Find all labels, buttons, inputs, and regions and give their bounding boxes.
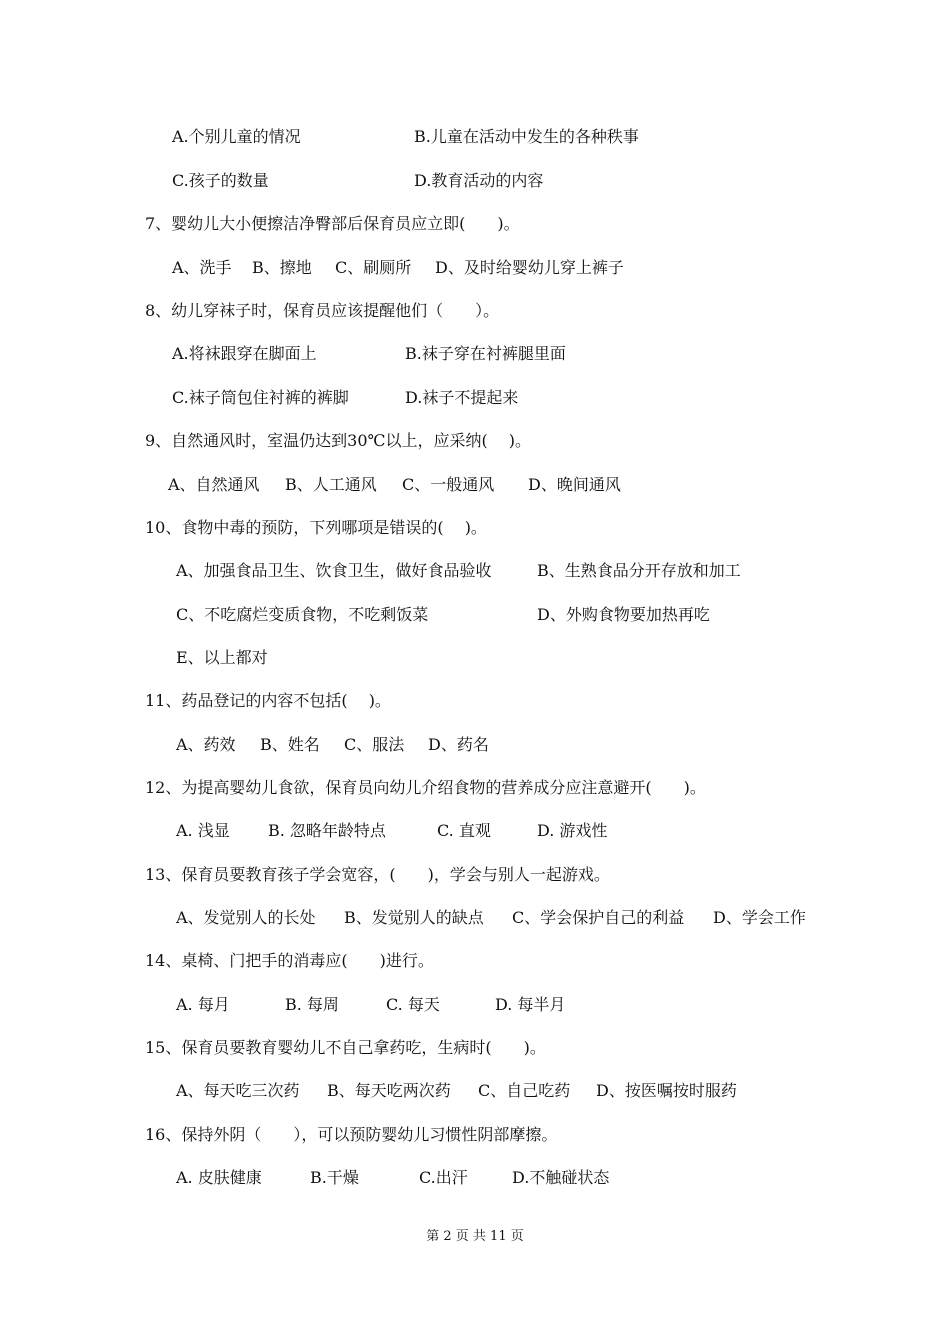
q16-option-a: A. 皮肤健康 (176, 1168, 262, 1187)
question-15: 15、保育员要教育婴幼儿不自己拿药吃，生病时( )。 (145, 1038, 546, 1057)
question-10: 10、食物中毒的预防，下列哪项是错误的( )。 (145, 518, 487, 537)
question-8: 8、幼儿穿袜子时，保育员应该提醒他们（ ）。 (145, 301, 500, 320)
q10-option-a: A、加强食品卫生、饮食卫生，做好食品验收 (176, 561, 492, 580)
q9-option-c: C、一般通风 (402, 475, 495, 494)
q7-option-d: D、及时给婴幼儿穿上裤子 (435, 258, 624, 277)
q10-option-c: C、不吃腐烂变质食物，不吃剩饭菜 (176, 605, 429, 624)
q11-option-d: D、药名 (428, 735, 489, 754)
q12-option-c: C. 直观 (437, 821, 491, 840)
q15-option-a: A、每天吃三次药 (176, 1081, 300, 1100)
q6-option-c: C.孩子的数量 (172, 171, 269, 190)
q10-option-e: E、以上都对 (176, 648, 268, 667)
page-number-footer: 第 2 页 共 11 页 (426, 1229, 524, 1244)
q12-option-b: B. 忽略年龄特点 (268, 821, 386, 840)
question-13: 13、保育员要教育孩子学会宽容，( )，学会与别人一起游戏。 (145, 865, 610, 884)
q13-option-a: A、发觉别人的长处 (176, 908, 316, 927)
q14-option-a: A. 每月 (176, 995, 230, 1014)
q14-option-c: C. 每天 (386, 995, 440, 1014)
q6-option-d: D.教育活动的内容 (414, 171, 544, 190)
q16-option-b: B.干燥 (310, 1168, 359, 1187)
q10-option-b: B、生熟食品分开存放和加工 (537, 561, 741, 580)
question-16: 16、保持外阴（ ），可以预防婴幼儿习惯性阴部摩擦。 (145, 1125, 558, 1144)
q8-option-d: D.袜子不提起来 (405, 388, 519, 407)
q10-option-d: D、外购食物要加热再吃 (537, 605, 710, 624)
q6-option-b: B.儿童在活动中发生的各种秩事 (414, 127, 639, 146)
question-12: 12、为提高婴幼儿食欲，保育员向幼儿介绍食物的营养成分应注意避开( )。 (145, 778, 706, 797)
q14-option-b: B. 每周 (285, 995, 339, 1014)
q8-option-c: C.袜子筒包住衬裤的裤脚 (172, 388, 349, 407)
q16-option-c: C.出汗 (419, 1168, 468, 1187)
q11-option-b: B、姓名 (260, 735, 320, 754)
question-9: 9、自然通风时，室温仍达到30℃以上，应采纳( )。 (145, 431, 532, 450)
q7-option-c: C、刷厕所 (335, 258, 412, 277)
q9-option-a: A、自然通风 (168, 475, 260, 494)
q15-option-c: C、自己吃药 (478, 1081, 571, 1100)
q11-option-c: C、服法 (344, 735, 405, 754)
question-7: 7、婴幼儿大小便擦洁净臀部后保育员应立即( )。 (145, 214, 520, 233)
q7-option-b: B、擦地 (252, 258, 312, 277)
q13-option-d: D、学会工作 (713, 908, 806, 927)
q16-option-d: D.不触碰状态 (512, 1168, 610, 1187)
question-11: 11、药品登记的内容不包括( )。 (145, 691, 391, 710)
q13-option-c: C、学会保护自己的利益 (512, 908, 685, 927)
question-14: 14、桌椅、门把手的消毒应( )进行。 (145, 951, 434, 970)
q11-option-a: A、药效 (176, 735, 236, 754)
q7-option-a: A、洗手 (172, 258, 232, 277)
q6-option-a: A.个别儿童的情况 (172, 127, 301, 146)
q12-option-d: D. 游戏性 (537, 821, 608, 840)
q12-option-a: A. 浅显 (176, 821, 230, 840)
q8-option-a: A.将袜跟穿在脚面上 (172, 344, 317, 363)
q9-option-d: D、晚间通风 (528, 475, 621, 494)
q13-option-b: B、发觉别人的缺点 (344, 908, 484, 927)
q9-option-b: B、人工通风 (285, 475, 377, 494)
q15-option-d: D、按医嘱按时服药 (596, 1081, 737, 1100)
q14-option-d: D. 每半月 (495, 995, 566, 1014)
q15-option-b: B、每天吃两次药 (327, 1081, 451, 1100)
q8-option-b: B.袜子穿在衬裤腿里面 (405, 344, 566, 363)
